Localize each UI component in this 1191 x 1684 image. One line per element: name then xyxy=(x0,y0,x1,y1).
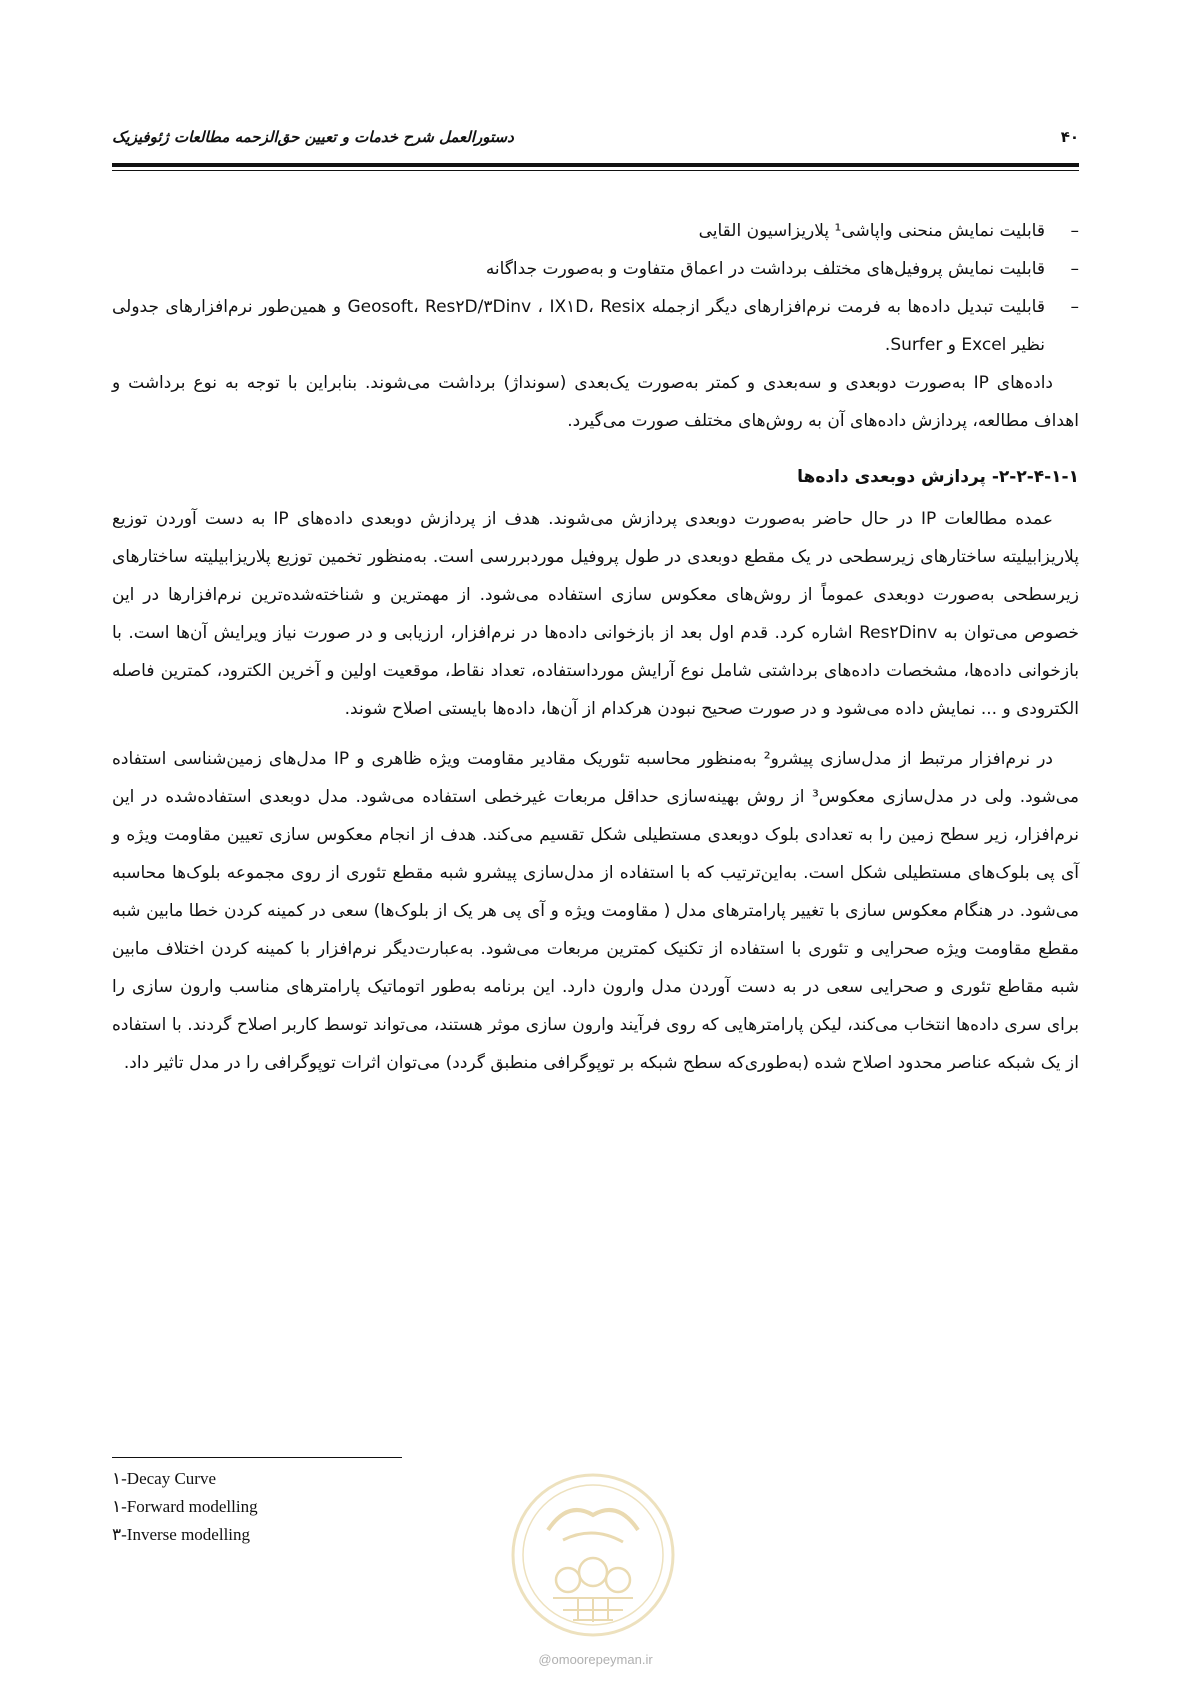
dash-bullet-icon: – xyxy=(1070,221,1079,241)
header-title: دستورالعمل شرح خدمات و تعیین حق‌الزحمه مطالعات ژئوفیزیک xyxy=(112,128,514,146)
bullet-item xyxy=(112,250,1079,288)
dash-bullet-icon: – xyxy=(1070,259,1079,279)
paragraph-gap xyxy=(112,728,1079,740)
bullet-text: قابلیت نمایش منحنی واپاشی¹ پلاریزاسیون القایی xyxy=(698,221,1045,241)
footnote-rule xyxy=(112,1457,402,1458)
body-content xyxy=(112,212,1079,1082)
bullet-item xyxy=(112,212,1079,250)
running-header xyxy=(112,128,1079,150)
footnotes xyxy=(112,1465,258,1549)
bullet-text: قابلیت نمایش پروفیل‌های مختلف برداشت در اعماق متفاوت و به‌صورت جداگانه xyxy=(485,259,1045,279)
watermark-text: @omoorepeyman.ir xyxy=(538,1652,653,1667)
bullet-text: قابلیت تبدیل داده‌ها به فرمت نرم‌افزارهای دیگر ازجمله Geosoft، Res۲D/۳Dinv ، IX۱D، Resix و همین‌طور نرم‌افزارهای جدولی نظیر Excel و Surfer. xyxy=(112,297,1045,355)
footnote-1: ۱-Decay Curve xyxy=(112,1469,217,1488)
footnote-2: ۱-Forward modelling xyxy=(112,1497,258,1516)
intro-paragraph: داده‌های IP به‌صورت دوبعدی و سه‌بعدی و کمتر به‌صورت یک‌بعدی (سونداژ) برداشت می‌شوند. بنابراین با توجه به نوع برداشت و اهداف مطالعه، پردازش داده‌های آن به روش‌های مختلف صورت می‌گیرد. xyxy=(112,373,1079,431)
section-heading: ۲-۲-۴-۱-۱- پردازش دوبعدی داده‌ها xyxy=(797,467,1079,487)
paragraph-2d-processing: عمده مطالعات IP در حال حاضر به‌صورت دوبعدی پردازش می‌شوند. هدف از پردازش دوبعدی داده‌های IP به دست آوردن توزیع پلاریزابیلیته ساختارهای زیرسطحی در یک مقطع دوبعدی در طول پروفیل موردبررسی است. به‌منظور تخمین توزیع پلاریزابیلیته ساختارهای زیرسطحی به‌صورت دوبعدی عموماً از روش‌های معکوس سازی استفاده می‌شود. از مهمترین و شناخته‌شده‌ترین نرم‌افزارها در این خصوص می‌توان به Res۲Dinv اشاره کرد. قدم اول بعد از بازخوانی داده‌ها در نرم‌افزار، ارزیابی و در صورت نیاز ویرایش آن‌ها است. با بازخوانی داده‌ها، مشخصات داده‌های برداشتی شامل نوع آرایش مورداستفاده، تعداد نقاط، موقعیت اولین و آخرین الکترود، کمترین فاصله الکترودی و ... نمایش داده می‌شود و در صورت صحیح نبودن هرکدام از آن‌ها، داده‌ها بایستی اصلاح شوند. xyxy=(112,509,1080,719)
omoor-peyman-logo-stamp xyxy=(508,1470,678,1640)
footnote-3: ۳-Inverse modelling xyxy=(112,1525,251,1544)
dash-bullet-icon: – xyxy=(1070,297,1079,317)
page-number: ۴۰ xyxy=(1060,128,1079,146)
header-rule-thin xyxy=(112,170,1079,171)
bullet-item xyxy=(112,288,1079,364)
header-rule-thick xyxy=(112,163,1079,167)
paragraph-modelling: در نرم‌افزار مرتبط از مدل‌سازی پیشرو² به‌منظور محاسبه تئوریک مقادیر مقاومت ویژه ظاهری و IP مدل‌های زمین‌شناسی استفاده می‌شود. ولی در مدل‌سازی معکوس³ از روش بهینه‌سازی حداقل مربعات غیرخطی استفاده می‌شود. مدل دوبعدی استفاده‌شده در این نرم‌افزار، زیر سطح زمین را به تعدادی بلوک دوبعدی مستطیلی شکل تقسیم می‌کند. هدف از انجام معکوس سازی تعیین مقاومت ویژه و آی پی بلوک‌های مستطیلی شکل است. به‌این‌ترتیب که با استفاده از مدل‌سازی پیشرو شبه مقطع تئوری از روی مجموعه بلوک‌ها محاسبه می‌شود. در هنگام معکوس سازی با تغییر پارامترهای مدل ( مقاومت ویژه و آی پی هر یک از بلوک‌ها) سعی در کمینه کردن خطا مابین شبه مقطع مقاومت ویژه صحرایی و تئوری با استفاده از تکنیک کمترین مربعات می‌شود. به‌عبارت‌دیگر نرم‌افزار با کمینه کردن اختلاف مابین شبه مقاطع تئوری و صحرایی سعی در به دست آوردن مدل وارون دارد. این برنامه به‌طور اتوماتیک پارامترهای مناسب وارون سازی را برای سری داده‌ها انتخاب می‌کند، لیکن پارامترهایی که روی فرآیند وارون سازی موثر هستند، می‌تواند توسط کاربر اصلاح گردند. با استفاده از یک شبکه عناصر محدود اصلاح شده (به‌طوری‌که سطح شبکه بر توپوگرافی منطبق گردد) می‌توان اثرات توپوگرافی را در مدل تاثیر داد. xyxy=(112,749,1080,1073)
